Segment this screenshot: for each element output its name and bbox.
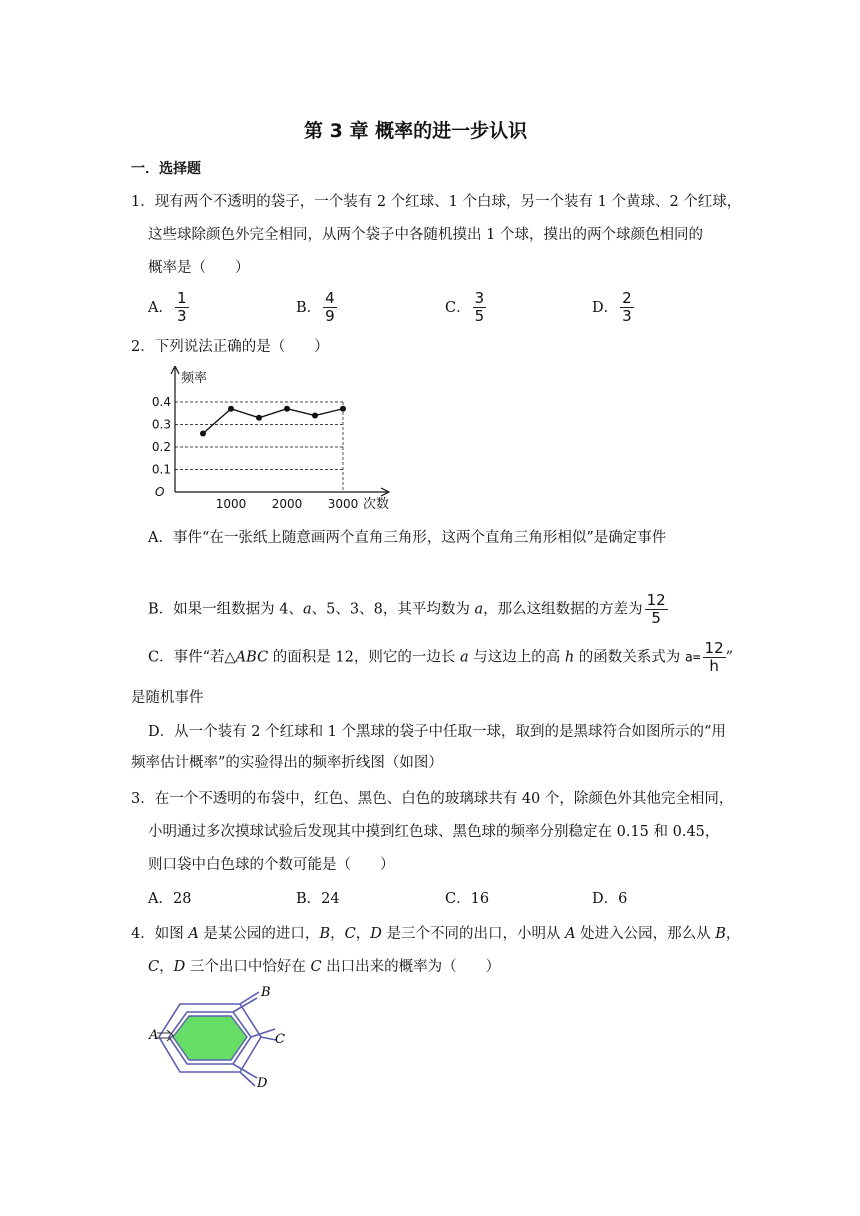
option-label: A．: [148, 300, 173, 316]
q2-option-b: [148, 592, 668, 627]
q1-line-3: 概率是（ ）: [148, 260, 250, 276]
section-heading: 一．选择题: [131, 161, 201, 177]
text: B．如果一组数据为 4、: [148, 601, 303, 618]
q1-line-2: 这些球除颜色外完全相同，从两个袋子中各随机摸出 1 个球，摸出的两个球颜色相同的: [148, 227, 703, 243]
park-area: [173, 1016, 247, 1060]
data-point: [312, 413, 318, 419]
label-d: D: [257, 1076, 268, 1091]
fraction: [703, 640, 726, 675]
var-c: C: [310, 959, 322, 975]
numerator: 2: [622, 289, 632, 307]
label-a: A: [149, 1028, 159, 1043]
q1-option-a: [148, 290, 189, 325]
option-label: D．: [592, 300, 619, 316]
fraction: [645, 592, 668, 627]
page-title: 第 3 章 概率的进一步认识: [304, 120, 528, 142]
y-tick-label: 0.1: [151, 462, 171, 477]
q1-option-c: [445, 290, 486, 325]
var-d: D: [370, 926, 382, 942]
fraction: [323, 290, 337, 325]
x-axis-label: 次数: [363, 497, 390, 512]
y-tick-label: 0.4: [151, 395, 171, 409]
numerator: 3: [474, 289, 485, 307]
text: 是三个不同的出口，小明从: [381, 926, 566, 942]
q2-option-c: [148, 640, 733, 675]
var-h: h: [564, 649, 575, 666]
text: 的函数关系式为: [574, 649, 685, 666]
y-tick-label: 0.2: [151, 440, 171, 454]
denominator: 3: [176, 307, 187, 325]
denominator: 5: [651, 609, 661, 627]
var-a: a: [474, 601, 484, 618]
text: C．事件“若△: [148, 649, 236, 666]
data-point: [228, 406, 234, 412]
q2-option-a: A．事件“在一张纸上随意画两个直角三角形，这两个直角三角形相似”是确定事件: [148, 530, 667, 546]
x-tick-label: 1000: [215, 497, 247, 511]
q3-option-b: B．24: [296, 891, 340, 907]
q3-option-a: A．28: [148, 891, 192, 907]
label-c: C: [275, 1032, 285, 1047]
text: ”: [725, 649, 734, 666]
y-tick-label: 0.3: [151, 417, 171, 432]
option-label: C．: [445, 300, 471, 316]
label-b: B: [261, 985, 271, 1000]
y-axis-label: 频率: [181, 371, 208, 386]
var-b: B: [319, 926, 331, 942]
var-c: C: [344, 926, 356, 942]
data-point: [256, 415, 262, 421]
text: 是某公园的进口，: [198, 926, 320, 942]
var-a: A: [188, 926, 199, 942]
text: ，: [725, 926, 741, 942]
q3-line-2: 小明通过多次摸球试验后发现其中摸到红色球、黑色球的频率分别稳定在 0.15 和 0.45，: [148, 824, 720, 840]
q3-line-1: 3．在一个不透明的布袋中，红色、黑色、白色的玻璃球共有 40 个，除颜色外其他完全相同，: [131, 791, 734, 807]
data-point: [284, 406, 290, 412]
denominator: 9: [325, 307, 335, 325]
q3-option-d: D．6: [592, 891, 628, 907]
data-point: [340, 406, 346, 412]
text: 出口出来的概率为（ ）: [321, 959, 501, 975]
numerator: 12: [646, 591, 666, 609]
var-c: C: [148, 959, 160, 975]
q3-line-3: 则口袋中白色球的个数可能是（ ）: [148, 857, 395, 873]
var-abc: ABC: [235, 649, 269, 666]
q1-line-1: 1．现有两个不透明的袋子，一个装有 2 个红球、1 个白球，另一个装有 1 个黄球、2 个红球，: [131, 194, 742, 210]
var-b: B: [715, 926, 726, 942]
text: 处进入公园，那么从: [575, 926, 716, 942]
q4-line-2: [148, 957, 500, 977]
denominator: 3: [622, 307, 632, 325]
text: 的面积是 12，则它的一边长: [268, 649, 460, 666]
numerator: 12: [704, 639, 724, 657]
denominator: 5: [474, 307, 485, 325]
var-a: a: [303, 601, 312, 618]
numerator: 4: [325, 289, 335, 307]
fraction: [175, 290, 189, 325]
option-label: B．: [296, 300, 322, 316]
park-diagram: [145, 982, 305, 1094]
formula-lhs: a=: [684, 650, 701, 666]
q3-option-c: C．16: [445, 891, 490, 907]
text: ，: [159, 959, 174, 975]
q2-option-c-line-2: 是随机事件: [131, 690, 204, 706]
q2-option-d-line-2: 频率估计概率”的实验得出的频率折线图（如图）: [131, 755, 443, 771]
text: ，: [330, 926, 345, 942]
text: 三个出口中恰好在: [185, 959, 311, 975]
var-a: a: [459, 649, 469, 666]
text: 4．如图: [131, 926, 189, 942]
fraction: [473, 290, 487, 325]
text: 、5、3、8，其平均数为: [311, 601, 475, 618]
data-point: [200, 431, 206, 437]
q4-line-1: [131, 924, 740, 944]
text: ，那么这组数据的方差为: [483, 601, 643, 618]
x-tick-label: 2000: [271, 497, 303, 511]
q2-stem: 2．下列说法正确的是（ ）: [131, 339, 329, 355]
fraction: [620, 290, 634, 325]
origin-label: O: [155, 485, 165, 499]
var-a: A: [565, 926, 576, 942]
q1-option-d: [592, 290, 634, 325]
q2-option-d-line-1: D．从一个装有 2 个红球和 1 个黑球的袋子中任取一球，取到的是黑球符合如图所示的“用: [148, 724, 726, 740]
text: ，: [355, 926, 371, 942]
x-tick-label: 3000: [327, 497, 359, 511]
numerator: 1: [176, 289, 187, 307]
frequency-line-chart: [145, 366, 405, 516]
denominator: h: [709, 657, 719, 675]
var-d: D: [173, 959, 186, 975]
q1-option-b: [296, 290, 337, 325]
series-line: [203, 409, 343, 434]
text: 与这边上的高: [468, 649, 565, 666]
